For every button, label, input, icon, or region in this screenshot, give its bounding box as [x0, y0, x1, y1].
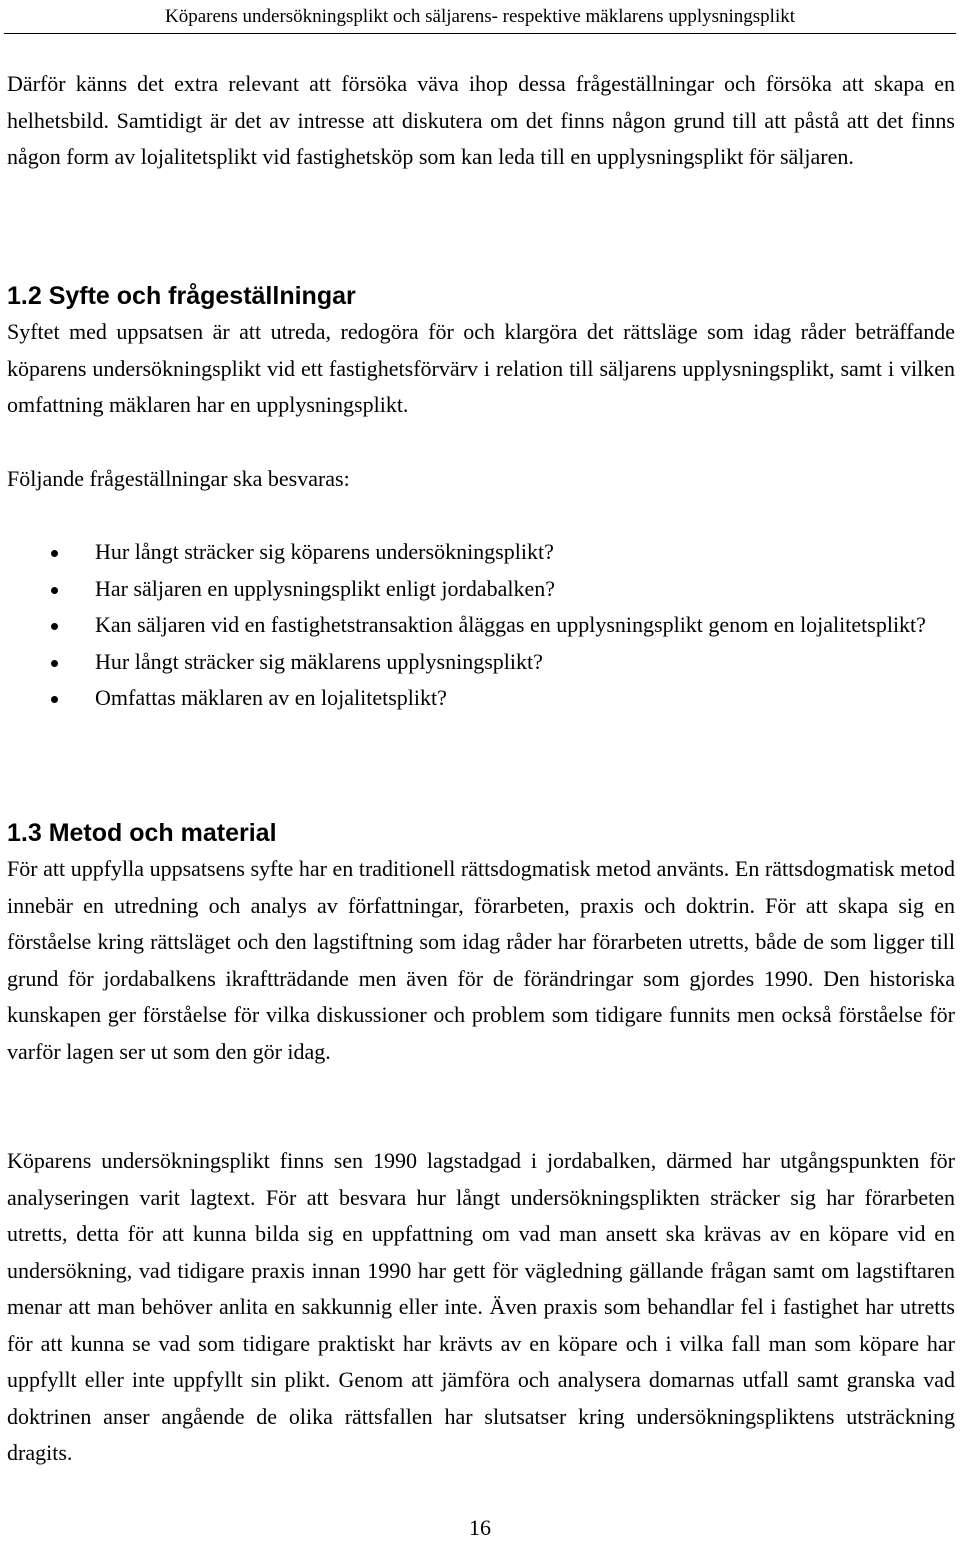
bullet-icon: [51, 550, 58, 557]
method-paragraph: För att uppfylla uppsatsens syfte har en traditionell rättsdogmatisk metod använts. En rättsdogmatisk metod innebär en utredning och analys av författningar, förarbeten, praxis och doktrin. För att skapa sig en förståelse kring rättsläget och den lagstiftning som idag råder har förarbeten utretts, både de som ligger till grund för jordabalkens ikraftträdande men även för de förändringar som gjordes 1990. Den historiska kunskapen ger förståelse för vilka diskussioner och problem som tidigare funnits men också förståelse för varför lagen ser ut som den gör idag.: [7, 856, 955, 1064]
bullet-icon: [51, 623, 58, 630]
bullet-icon: [51, 660, 58, 667]
material-paragraph: Köparens undersökningsplikt finns sen 1990 lagstadgad i jordabalken, därmed har utgångspunkten för analyseringen varit lagtext. För att besvara hur långt undersökningsplikten sträcker sig har förarbeten utretts, detta för att kunna bilda sig en uppfattning om vad man ansett ska krävas av en köpare vid en undersökning, vad tidigare praxis innan 1990 har gett för vägledning gällande frågan samt om lagstiftaren menar att man behöver anlita en sakkunnig eller inte. Även praxis som behandlar fel i fastighet har utretts för att kunna se vad som tidigare praktiskt har krävts av en köpare och i vilka fall man som köpare har uppfyllt eller inte uppfyllt sin plikt. Genom att jämföra och analysera domarnas utfall samt granska vad doktrinen anser angående de olika rättsfallen har slutsatser kring undersökningspliktens utsträckning dragits.: [7, 1148, 955, 1465]
section-heading-1-3: 1.3 Metod och material: [7, 819, 277, 847]
page-number: 16: [469, 1515, 491, 1540]
questions-intro: Följande frågeställningar ska besvaras:: [7, 466, 350, 491]
material-section: [7, 1143, 955, 1472]
list-item: Omfattas mäklaren av en lojalitetsplikt?: [7, 680, 955, 717]
section-1-2: [7, 278, 955, 424]
bullet-icon: [51, 696, 58, 703]
purpose-paragraph: Syftet med uppsatsen är att utreda, redogöra för och klargöra det rättsläge som idag råder beträffande köparens undersökningsplikt vid ett fastighetsförvärv i relation till säljarens upplysningsplikt, samt i vilken omfattning mäklaren har en upplysningsplikt.: [7, 319, 955, 417]
section-1-3: [7, 815, 955, 1070]
list-item: Har säljaren en upplysningsplikt enligt jordabalken?: [7, 571, 955, 608]
intro-paragraph: Därför känns det extra relevant att försöka väva ihop dessa frågeställningar och försöka att skapa en helhetsbild. Samtidigt är det av intresse att diskutera om det finns någon grund till att påstå att det finns någon form av lojalitetsplikt vid fastighetsköp som kan leda till en upplysningsplikt för säljaren.: [7, 71, 955, 169]
bullet-icon: [51, 587, 58, 594]
header-divider: [4, 33, 956, 34]
questions-list-container: [7, 534, 955, 717]
questions-list: [7, 534, 955, 717]
list-item: Kan säljaren vid en fastighetstransaktion åläggas en upplysningsplikt genom en lojalitetsplikt?: [7, 607, 955, 644]
list-item: Hur långt sträcker sig mäklarens upplysningsplikt?: [7, 644, 955, 681]
section-heading-1-2: 1.2 Syfte och frågeställningar: [7, 282, 356, 310]
running-header: Köparens undersökningsplikt och säljarens- respektive mäklarens upplysningsplikt: [164, 6, 796, 27]
list-item: Hur långt sträcker sig köparens undersökningsplikt?: [7, 534, 955, 571]
intro-section: [7, 66, 955, 176]
questions-block: [7, 461, 955, 498]
